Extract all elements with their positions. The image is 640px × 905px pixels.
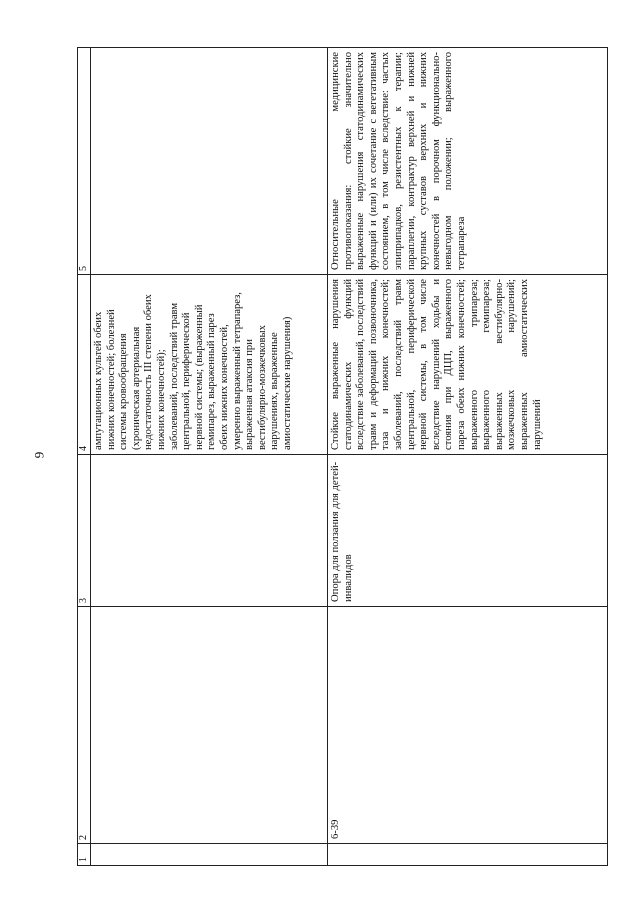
product-name-cell: Опора для ползания для детей-инвалидов: [328, 455, 608, 607]
header-cell-2: 2: [78, 607, 91, 844]
main-row: [328, 48, 608, 866]
header-cell-4: 4: [78, 275, 91, 455]
page-number: 9: [31, 451, 47, 459]
main-cell-1: [328, 844, 608, 866]
continuation-cell-3: [91, 455, 328, 607]
header-cell-1: 1: [78, 844, 91, 866]
continuation-cell-2: [91, 607, 328, 844]
document-table: [77, 47, 608, 866]
header-cell-3: 3: [78, 455, 91, 607]
indications-cell: Стойкие выраженные нарушения статодинамических функций вследствие заболеваний, последствий травм и деформаций позвоночника, таза и нижних конечностей; заболеваний, последствий травм центральной, периферической нервной системы, в том числе вследствие нарушений ходьбы и стояния при ДЦП, выраженного пареза обеих нижних конечностей; выраженного трипареза; выраженного гемипареза; выраженных вестибулярно-мозжечковых нарушений; выраженных амиостатических нарушений: [328, 275, 608, 455]
continuation-cell-1: [91, 844, 328, 866]
header-row: [78, 48, 91, 866]
contraindications-cell: Относительные медицинские противопоказания: стойкие значительно выраженные нарушения статодинамических функций и (или) их сочетание с вегетативным состоянием, в том числе вследствие: частых эпиприпадков, резистентных к терапии; параплегии, контрактур верхней и нижней крупных суставов верхних и нижних конечностей в порочном функционально-невыгодном положении; выраженного тетрапареза: [328, 48, 608, 275]
continuation-row: [91, 48, 328, 866]
table-rotation-frame: [77, 48, 608, 866]
header-cell-5: 5: [78, 48, 91, 275]
continuation-cell-5: [91, 48, 328, 275]
product-code-cell: 6-39: [328, 607, 608, 844]
rotated-page-content: [77, 48, 608, 866]
continuation-indications-cell: ампутационных культей обеих нижних конечностей; болезней системы кровообращения (хроническая артериальная недостаточность III степени обеих нижних конечностей); заболеваний, последствий травм центральной, периферической нервной системы; (выраженный гемипарез, выраженный парез обеих нижних конечностей, умеренно выраженный тетрапарез, выраженная атаксия при вестибулярно-мозжечковых нарушениях, выраженные амиостатические нарушения): [91, 275, 328, 455]
